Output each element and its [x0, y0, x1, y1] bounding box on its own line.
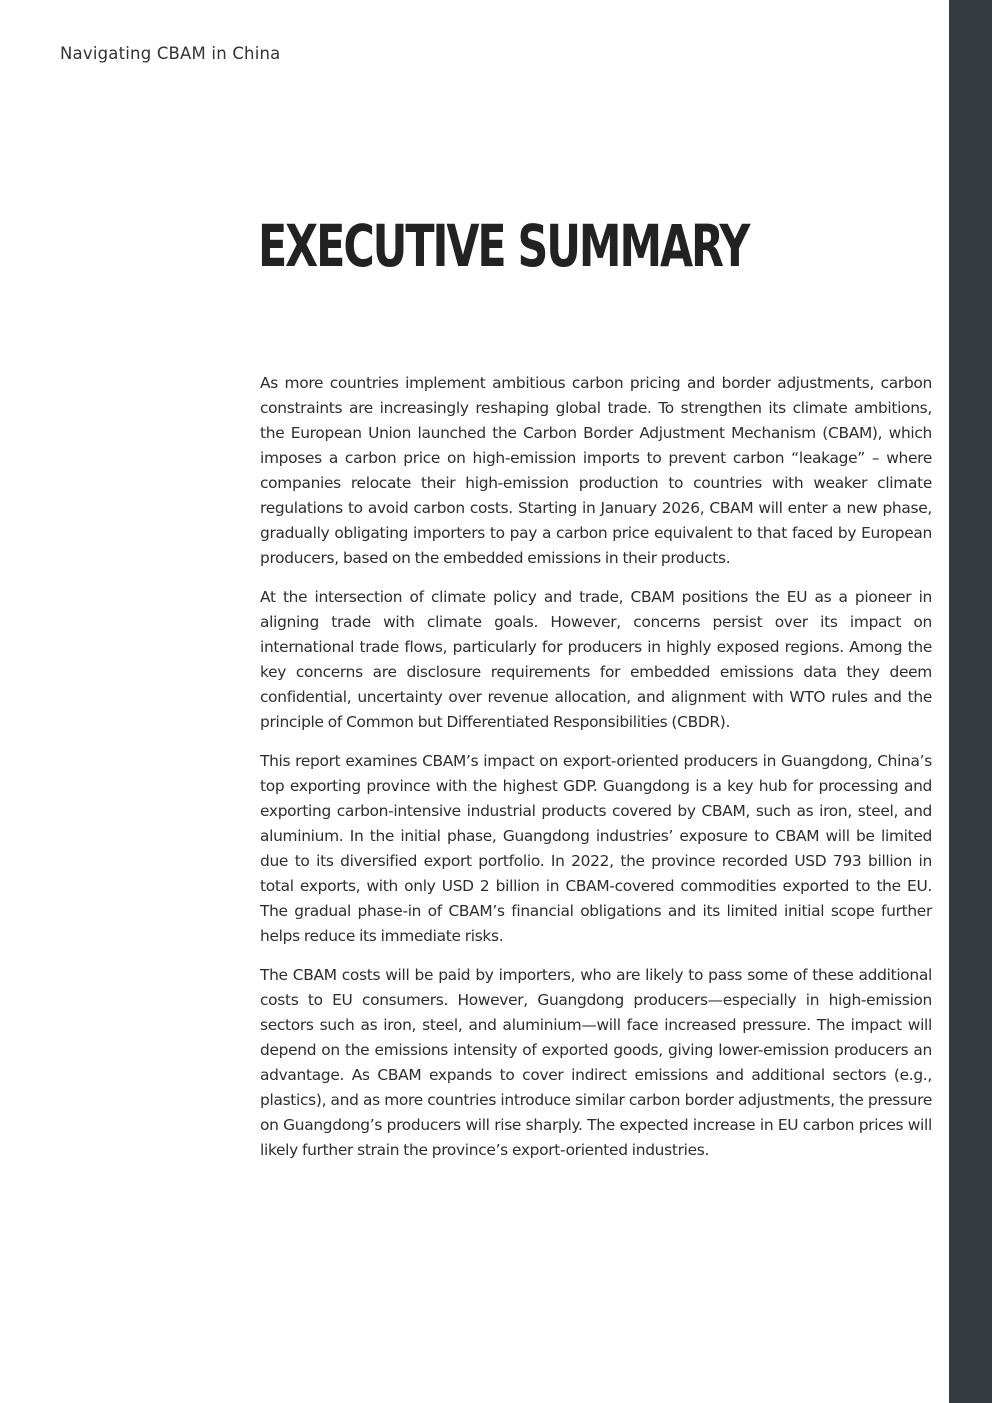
paragraph-guangdong: This report examines CBAM’s impact on export-oriented producers in Guangdong, China’s top exporting province with the highest GDP. Guangdong is a key hub for processing and exporting carbon-intensive industrial products covered by CBAM, such as iron, steel, and aluminium. In the initial phase, Guangdong industries’ exposure to CBAM will be limited due to its diversified export portfolio. In 2022, the province recorded USD 793 billion in total exports, with only USD 2 billion in CBAM-covered commodities exported to the EU. The gradual phase-in of CBAM’s financial obligations and its limited initial scope further helps reduce its immediate risks. — [260, 752, 932, 945]
side-color-bar — [949, 0, 992, 1403]
page-title: EXECUTIVE SUMMARY — [258, 212, 749, 280]
paragraph-concerns: At the intersection of climate policy and trade, CBAM positions the EU as a pioneer in aligning trade with climate goals. However, concerns persist over its impact on international trade flows, particularly for producers in highly exposed regions. Among the key concerns are disclosure requirements for embedded emissions data they deem confidential, uncertainty over revenue allocation, and alignment with WTO rules and the principle of Common but Differentiated Responsibilities (CBDR). — [260, 588, 932, 731]
summary-body — [260, 371, 932, 1177]
running-header: Navigating CBAM in China — [60, 44, 281, 63]
paragraph-costs: The CBAM costs will be paid by importers, who are likely to pass some of these additional costs to EU consumers. However, Guangdong producers—especially in high-emission sectors such as iron, steel, and aluminium—will face increased pressure. The impact will depend on the emissions intensity of exported goods, giving lower-emission producers an advantage. As CBAM expands to cover indirect emissions and additional sectors (e.g., plastics), and as more countries introduce similar carbon border adjustments, the pressure on Guangdong’s producers will rise sharply. The expected increase in EU carbon prices will likely further strain the province’s export-oriented industries. — [260, 966, 932, 1159]
paragraph-intro: As more countries implement ambitious carbon pricing and border adjustments, carbon constraints are increasingly reshaping global trade. To strengthen its climate ambitions, the European Union launched the Carbon Border Adjustment Mechanism (CBAM), which imposes a carbon price on high-emission imports to prevent carbon “leakage” – where companies relocate their high-emission production to countries with weaker climate regulations to avoid carbon costs. Starting in January 2026, CBAM will enter a new phase, gradually obligating importers to pay a carbon price equivalent to that faced by European producers, based on the embedded emissions in their products. — [260, 374, 932, 567]
